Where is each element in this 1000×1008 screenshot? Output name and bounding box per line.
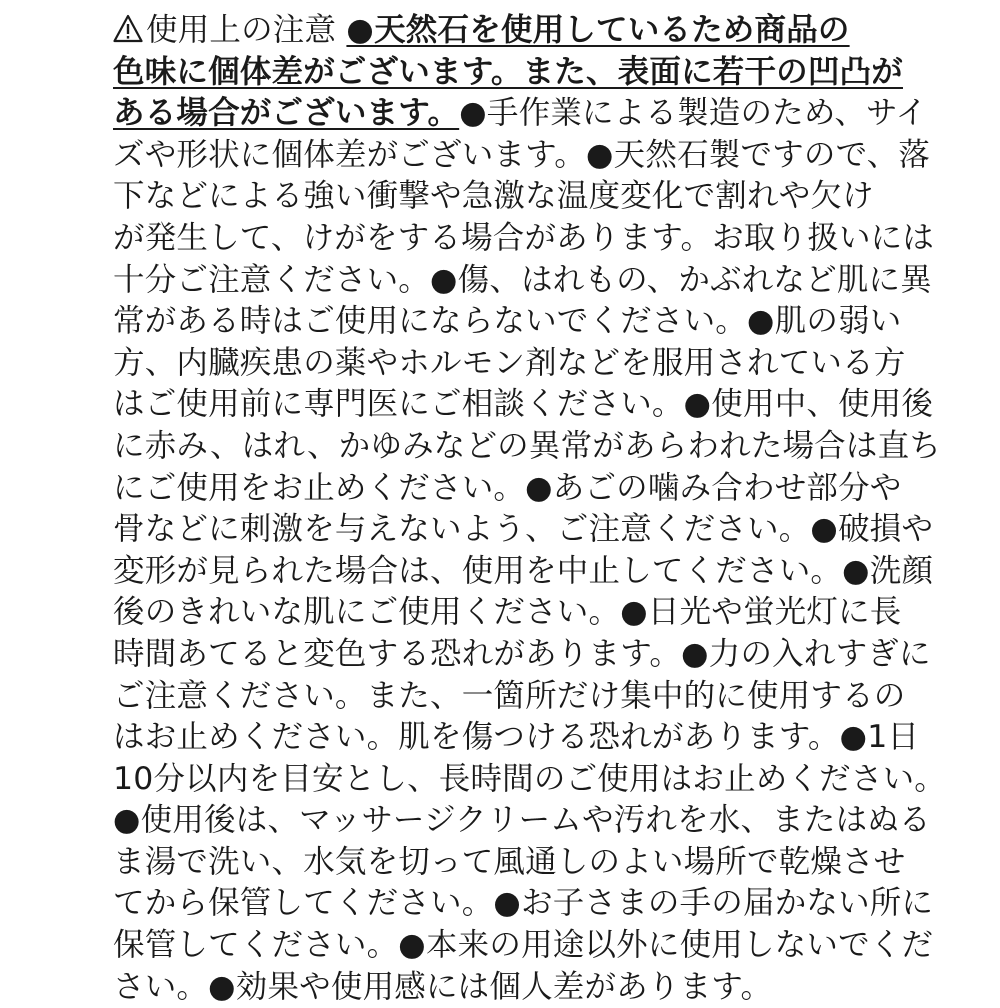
- notice-text: に赤み、はれ、かゆみなどの異常があらわれた場合は直ち: [113, 427, 941, 464]
- notice-text: 保管してください。●本来の用途以外に使用しないでくだ: [113, 927, 934, 964]
- notice-line: [113, 93, 928, 135]
- notice-text: てから保管してください。●お子さまの手の届かない所に: [113, 885, 934, 922]
- notice-text: ご注意ください。また、一箇所だけ集中的に使用するの: [113, 677, 906, 714]
- notice-line: [113, 426, 941, 468]
- notice-line: [113, 52, 903, 94]
- notice-line: [113, 135, 931, 177]
- notice-text: さい。●効果や使用感には個人差があります。: [113, 968, 773, 1005]
- notice-line: [113, 384, 934, 426]
- notice-line: [113, 883, 934, 925]
- notice-line: [113, 592, 902, 634]
- notice-line: [113, 176, 874, 218]
- notice-line: [113, 260, 932, 302]
- notice-text: ●手作業による製造のため、サイ: [459, 95, 928, 132]
- notice-line: [113, 468, 902, 510]
- notice-text: 方、内臓疾患の薬やホルモン剤などを服用されている方: [113, 344, 906, 381]
- notice-text: はご使用前に専門医にご相談ください。●使用中、使用後: [113, 386, 934, 423]
- notice-line: [113, 551, 934, 593]
- notice-text: 変形が見られた場合は、使用を中止してください。●洗顔: [113, 552, 934, 589]
- notice-line: [113, 800, 931, 842]
- notice-text: 後のきれいな肌にご使用ください。●日光や蛍光灯に長: [113, 594, 902, 631]
- notice-text: 下などによる強い衝撃や急激な温度変化で割れや欠け: [113, 178, 874, 215]
- notice-line: [113, 676, 906, 718]
- notice-line: [113, 509, 934, 551]
- notice-text: 常がある時はご使用にならないでください。●肌の弱い: [113, 303, 902, 340]
- notice-line: [113, 842, 906, 884]
- warning-triangle-icon: [113, 14, 143, 44]
- notice-line: [113, 343, 906, 385]
- notice-text-bold: ●天然石を使用しているため商品の: [346, 12, 850, 48]
- notice-text: はお止めください。肌を傷つける恐れがあります。●1日: [113, 719, 920, 756]
- notice-line: [113, 967, 865, 1008]
- notice-text: 10分以内を目安とし、長時間のご使用はお止めください。: [113, 760, 946, 797]
- notice-text-bold: ある場合がございます。: [113, 95, 460, 132]
- notice-line: [113, 759, 946, 801]
- notice-text: 骨などに刺激を与えないよう、ご注意ください。●破損や: [113, 511, 934, 548]
- notice-line: [113, 218, 935, 260]
- notice-text: ま湯で洗い、水気を切って風通しのよい場所で乾燥させ: [113, 843, 906, 880]
- notice-text: 十分ご注意ください。●傷、はれもの、かぶれなど肌に異: [113, 261, 932, 298]
- notice-text: が発生して、けがをする場合があります。お取り扱いには: [113, 219, 935, 256]
- notice-text: 時間あてると変色する恐れがあります。●力の入れすぎに: [113, 635, 931, 672]
- notice-line-heading: [113, 10, 865, 52]
- notice-heading: 使用上の注意: [146, 12, 337, 48]
- notice-text-bold: 色味に個体差がございます。また、表面に若干の凹凸が: [113, 53, 903, 90]
- notice-line: [113, 717, 920, 759]
- notice-text: にご使用をお止めください。●あごの噛み合わせ部分や: [113, 469, 902, 506]
- notice-line: [113, 301, 902, 343]
- notice-line: [113, 925, 934, 967]
- notice-text: ズや形状に個体差がございます。●天然石製ですので、落: [113, 136, 931, 173]
- usage-precautions-notice: [113, 10, 946, 1008]
- notice-text: ●使用後は、マッサージクリームや汚れを水、またはぬる: [113, 802, 931, 839]
- notice-line: [113, 634, 931, 676]
